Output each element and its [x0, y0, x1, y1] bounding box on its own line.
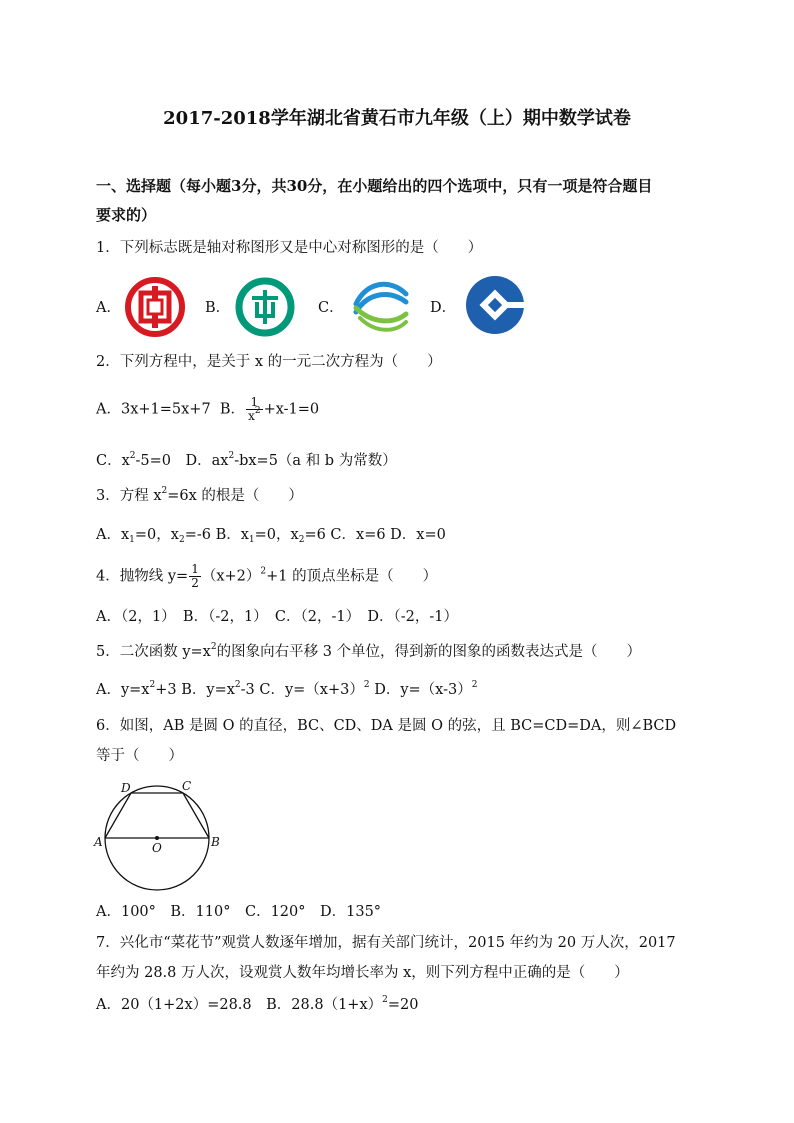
q2-option-d-rest: -bx=5（a 和 b 为常数）	[234, 453, 397, 469]
q4-stem-mid: （x+2）	[201, 568, 261, 585]
q5-opt-2: +3 B．y=x	[155, 682, 235, 698]
q2-option-d: -5=0 D．ax	[135, 453, 229, 469]
q4-numerator: 1	[191, 562, 199, 576]
q2-option-a: A．3x+1=5x+7	[96, 401, 211, 418]
q1-stem: 1．下列标志既是轴对称图形又是中心对称图形的是（ ）	[96, 240, 483, 256]
q1-logo-d-icon	[464, 274, 526, 336]
q7-opt-pre: A．20（1+2x）=28.8 B．28.8（1+x）	[96, 997, 383, 1013]
q6-circle-diagram	[92, 776, 222, 894]
q1-label-a: A．	[96, 300, 121, 316]
q3-opt-1: A．x	[96, 527, 130, 543]
q5-opt-4: D．y=（x-3）	[369, 682, 472, 698]
q5-stem	[96, 642, 641, 662]
q4-options: A．（2，1） B．（-2，1） C．（2，-1） D．（-2，-1）	[96, 609, 458, 625]
q6-label-c: C	[182, 779, 192, 793]
q4-denominator: 2	[191, 576, 199, 590]
q5-exp-3: 2	[363, 680, 370, 690]
q1-label-c: C．	[318, 300, 344, 316]
q7-stem-cont: 年约为 28.8 万人次，设观赏人数年均增长率为 x，则下列方程中正确的是（ ）	[96, 965, 629, 981]
q2-b-numerator: 1	[246, 396, 263, 410]
q6-label-b: B	[211, 835, 220, 849]
q3-sub-1: 1	[129, 535, 135, 545]
q6-label-a: A	[94, 835, 103, 849]
q3-opt-5: =6 C．x=6 D．x=0	[304, 527, 446, 543]
q2-d-exp: 2	[228, 451, 235, 461]
section-heading: 一、选择题（每小题3分，共30分，在小题给出的四个选项中，只有一项是符合题目	[96, 177, 653, 195]
q3-opt-4: =0，x	[254, 527, 299, 543]
q6-chords	[105, 793, 209, 838]
q5-stem-post: 的图象向右平移 3 个单位，得到新的图象的函数表达式是（ ）	[216, 644, 642, 660]
q2-option-b-rest: +x-1=0	[263, 401, 320, 418]
q2-options-cd	[96, 451, 397, 471]
q4-stem	[96, 563, 437, 590]
q6-options: A．100° B．110° C．120° D．135°	[96, 904, 382, 920]
q5-opt-1: A．y=x	[96, 682, 150, 698]
q7-exp: 2	[382, 995, 388, 1005]
q3-opt-2: =0，x	[134, 527, 179, 543]
q2-c-exp: 2	[129, 451, 136, 461]
q2-option-c: C．x	[96, 453, 130, 469]
q3-stem-post: =6x 的根是（ ）	[167, 488, 303, 504]
q4-exp: 2	[260, 566, 267, 577]
q6-stem-cont: 等于（ ）	[96, 748, 183, 764]
q3-sub-2: 2	[178, 535, 185, 545]
q2-options-ab	[96, 396, 319, 423]
q7-stem: 7．兴化市“菜花节”观赏人数逐年增加，据有关部门统计，2015 年约为 20 万人次，2017	[96, 935, 676, 951]
q3-options	[96, 525, 446, 545]
q2-option-b-label: B．	[219, 401, 246, 418]
q6-label-o: O	[152, 841, 162, 855]
q2-stem: 2．下列方程中，是关于 x 的一元二次方程为（ ）	[96, 354, 442, 370]
section-heading-cont: 要求的）	[96, 206, 157, 224]
q7-opt-post: =20	[387, 997, 419, 1013]
q1-logo-b-icon	[234, 276, 296, 338]
q6-center-dot	[155, 836, 159, 840]
q5-exp-4: 2	[471, 680, 478, 690]
q1-logo-c-icon	[350, 274, 412, 336]
q1-label-b: B．	[205, 300, 231, 316]
q6-stem: 6．如图，AB 是圆 O 的直径，BC、CD、DA 是圆 O 的弦，且 BC=CD=DA，则∠BCD	[96, 718, 677, 734]
q1-logo-a-icon	[124, 276, 186, 338]
q2-b-den-exp: 2	[254, 406, 261, 416]
q3-stem-pre: 3．方程 x	[96, 488, 162, 504]
q3-sub-4: 2	[298, 535, 305, 545]
q4-stem-pre: 4．抛物线 y=	[96, 568, 189, 585]
q5-stem-pre: 5．二次函数 y=x	[96, 644, 211, 660]
q2-b-den-base: x	[248, 409, 255, 423]
q2-b-denominator	[246, 406, 263, 423]
q5-opt-3: -3 C．y=（x+3）	[240, 682, 364, 698]
q5-exp-1: 2	[149, 680, 156, 690]
q4-fraction	[189, 563, 201, 590]
q3-sub-3: 1	[248, 535, 255, 545]
q3-opt-3: =-6 B．x	[184, 527, 249, 543]
q5-exp: 2	[210, 642, 217, 652]
q1-label-d: D．	[430, 300, 457, 316]
q6-label-d: D	[121, 781, 131, 795]
q4-stem-post: +1 的顶点坐标是（ ）	[266, 568, 438, 585]
q3-stem-exp: 2	[161, 486, 168, 496]
q5-exp-2: 2	[234, 680, 241, 690]
q3-stem	[96, 486, 303, 506]
exam-title: 2017-2018学年湖北省黄石市九年级（上）期中数学试卷	[163, 108, 631, 129]
q2-option-b-fraction	[246, 396, 263, 423]
q5-options	[96, 680, 477, 700]
q7-options	[96, 995, 418, 1015]
